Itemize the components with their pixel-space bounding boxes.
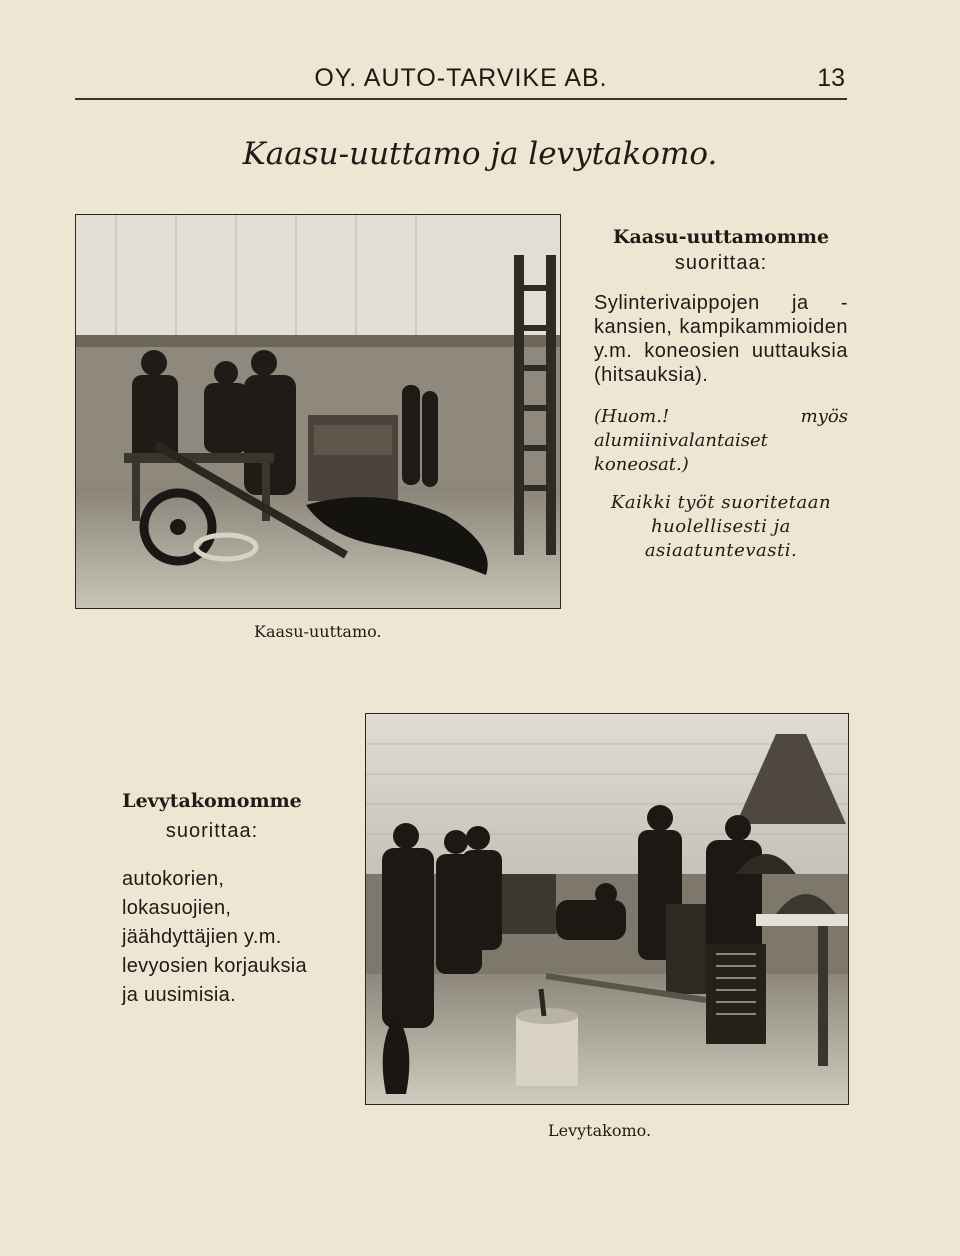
workshop-photo-gas-welding <box>75 214 561 609</box>
photo-caption: Levytakomo. <box>548 1121 652 1140</box>
page-title: Kaasu-uuttamo ja levytakomo. <box>242 136 718 172</box>
section-heading: Levytakomomme <box>122 790 302 812</box>
section-subheading: suorittaa: <box>165 820 259 842</box>
running-header <box>75 62 847 100</box>
section-note: (Huom.! myös alumiinivalantaiset koneosat.) <box>594 406 848 475</box>
section-closing: Kaikki työt suoritetaan huolellisesti ja asiaatuntevasti. <box>610 492 832 561</box>
page-number: 13 <box>817 64 845 92</box>
sheet-metal-description <box>112 790 312 1010</box>
section-body: Sylinterivaippojen ja -kansien, kampikammioiden y.m. koneosien uuttauksia (hitsauksia). <box>594 292 848 386</box>
workshop-photo-sheet-metal <box>365 713 849 1105</box>
section-body: autokorien, lokasuojien, jäähdyttäjien y.m. levyosien korjauksia ja uusimisia. <box>122 868 307 1006</box>
running-title: OY. AUTO-TARVIKE AB. <box>314 64 608 92</box>
section-subheading: suorittaa: <box>674 252 768 274</box>
photo-caption: Kaasu-uuttamo. <box>254 622 382 641</box>
section-heading: Kaasu-uuttamomme <box>612 226 830 248</box>
gas-welding-description <box>594 226 848 563</box>
